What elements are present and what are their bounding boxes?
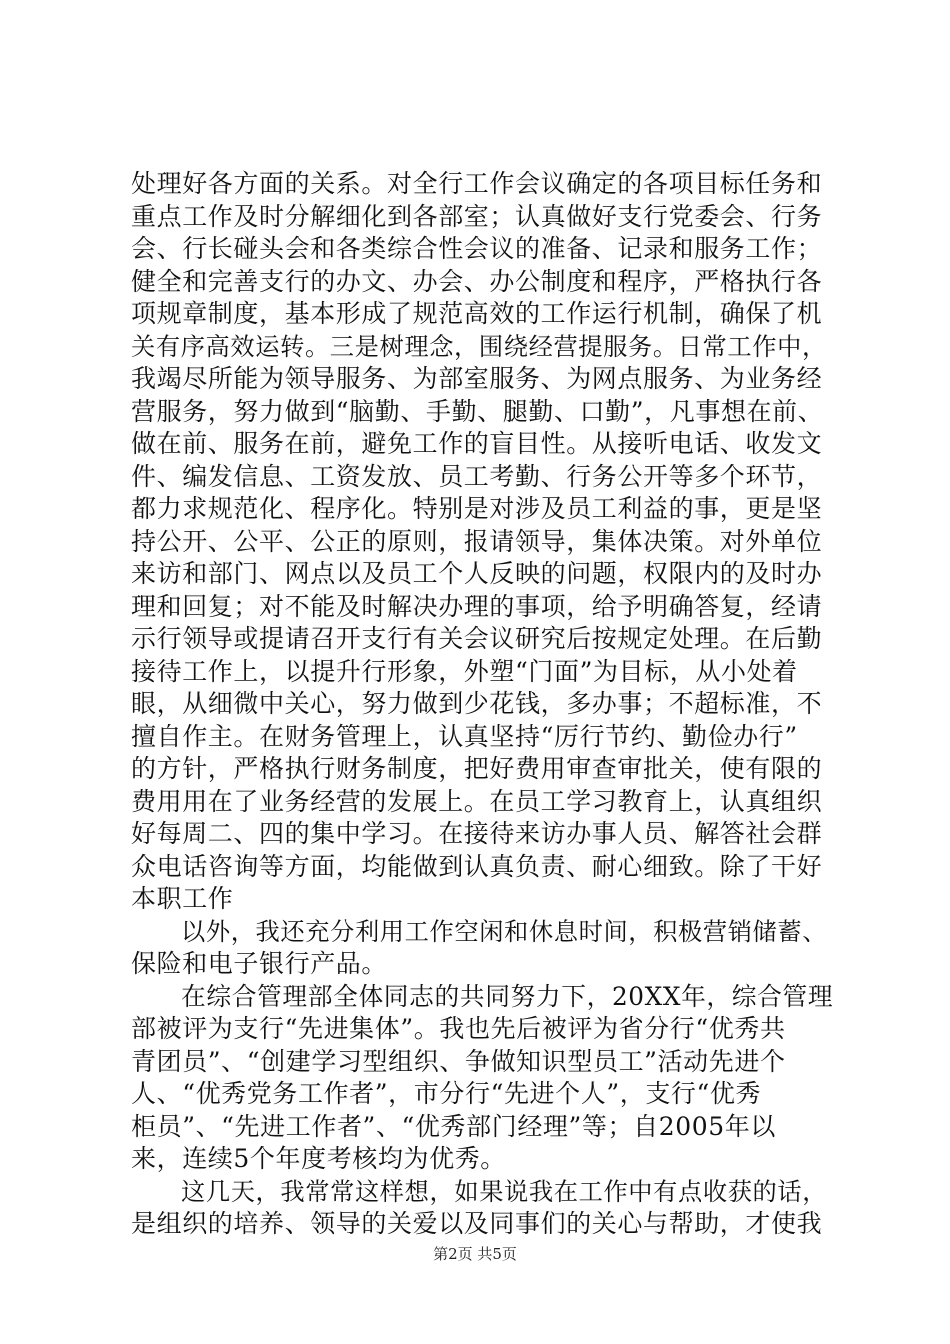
text-line: 本职工作: [131, 884, 234, 913]
paragraph-start-line: 这几天，我常常这样想，如果说我在工作中有点收获的话，: [181, 1176, 828, 1206]
text-line: 的方针，严格执行财务制度，把好费用审查审批关，使有限的: [131, 754, 823, 783]
text-line: 眼，从细微中关心，努力做到少花钱，多办事；不超标准，不: [131, 689, 823, 718]
paragraph-start-line: 以外，我还充分利用工作空闲和休息时间，积极营销储蓄、: [181, 916, 828, 946]
text-line: 柜员”、“先进工作者”、“优秀部门经理”等；自2005年以: [131, 1111, 776, 1141]
text-line: 人、“优秀党务工作者”，市分行“先进个人”，支行“优秀: [131, 1079, 762, 1108]
text-line: 保险和电子银行产品。: [131, 949, 388, 978]
text-line: 关有序高效运转。三是树理念，围绕经营提服务。日常工作中，: [131, 331, 827, 361]
text-line: 部被评为支行“先进集体”。我也先后被评为省分行“优秀共: [131, 1014, 786, 1043]
text-line: 件、编发信息、工资发放、员工考勤、行务公开等多个环节，: [131, 461, 823, 491]
text-line: 项规章制度，基本形成了规范高效的工作运行机制，确保了机: [131, 299, 823, 328]
page-number-footer: 第2页 共5页: [433, 1245, 517, 1263]
text-line: 都力求规范化、程序化。特别是对涉及员工利益的事，更是坚: [131, 494, 823, 523]
document-body: [131, 168, 833, 1241]
text-line: 擅自作主。在财务管理上，认真坚持“厉行节约、勤俭办行”: [131, 721, 798, 751]
text-line: 示行领导或提请召开支行有关会议研究后按规定处理。在后勤: [131, 624, 823, 653]
text-line: 我竭尽所能为领导服务、为部室服务、为网点服务、为业务经: [131, 364, 823, 393]
text-line: 众电话咨询等方面，均能做到认真负责、耐心细致。除了干好: [131, 851, 823, 881]
text-line: 来，连续5个年度考核均为优秀。: [131, 1144, 506, 1173]
text-line: 处理好各方面的关系。对全行工作会议确定的各项目标任务和: [131, 169, 823, 198]
text-line: 青团员”、“创建学习型组织、争做知识型员工”活动先进个: [131, 1046, 786, 1076]
text-line: 做在前、服务在前，避免工作的盲目性。从接听电话、收发文: [131, 429, 823, 458]
text-line: 好每周二、四的集中学习。在接待来访办事人员、解答社会群: [131, 819, 823, 848]
text-line: 接待工作上，以提升行形象，外塑“门面”为目标，从小处着: [131, 656, 798, 686]
text-line: 健全和完善支行的办文、办会、办公制度和程序，严格执行各: [131, 266, 823, 296]
text-line: 理和回复；对不能及时解决办理的事项，给予明确答复，经请: [131, 591, 823, 621]
text-line: 会、行长碰头会和各类综合性会议的准备、记录和服务工作；: [131, 234, 823, 263]
paragraph-start-line: 在综合管理部全体同志的共同努力下，20XX年，综合管理: [181, 981, 834, 1011]
text-line: 来访和部门、网点以及员工个人反映的问题，权限内的及时办: [131, 559, 823, 588]
text-line: 是组织的培养、领导的关爱以及同事们的关心与帮助，才使我: [131, 1209, 823, 1238]
text-line: 重点工作及时分解细化到各部室；认真做好支行党委会、行务: [131, 201, 823, 231]
text-line: 营服务，努力做到“脑勤、手勤、腿勤、口勤”，凡事想在前、: [131, 396, 824, 426]
text-line: 费用用在了业务经营的发展上。在员工学习教育上，认真组织: [131, 786, 823, 816]
text-line: 持公开、公平、公正的原则，报请领导，集体决策。对外单位: [131, 526, 823, 556]
